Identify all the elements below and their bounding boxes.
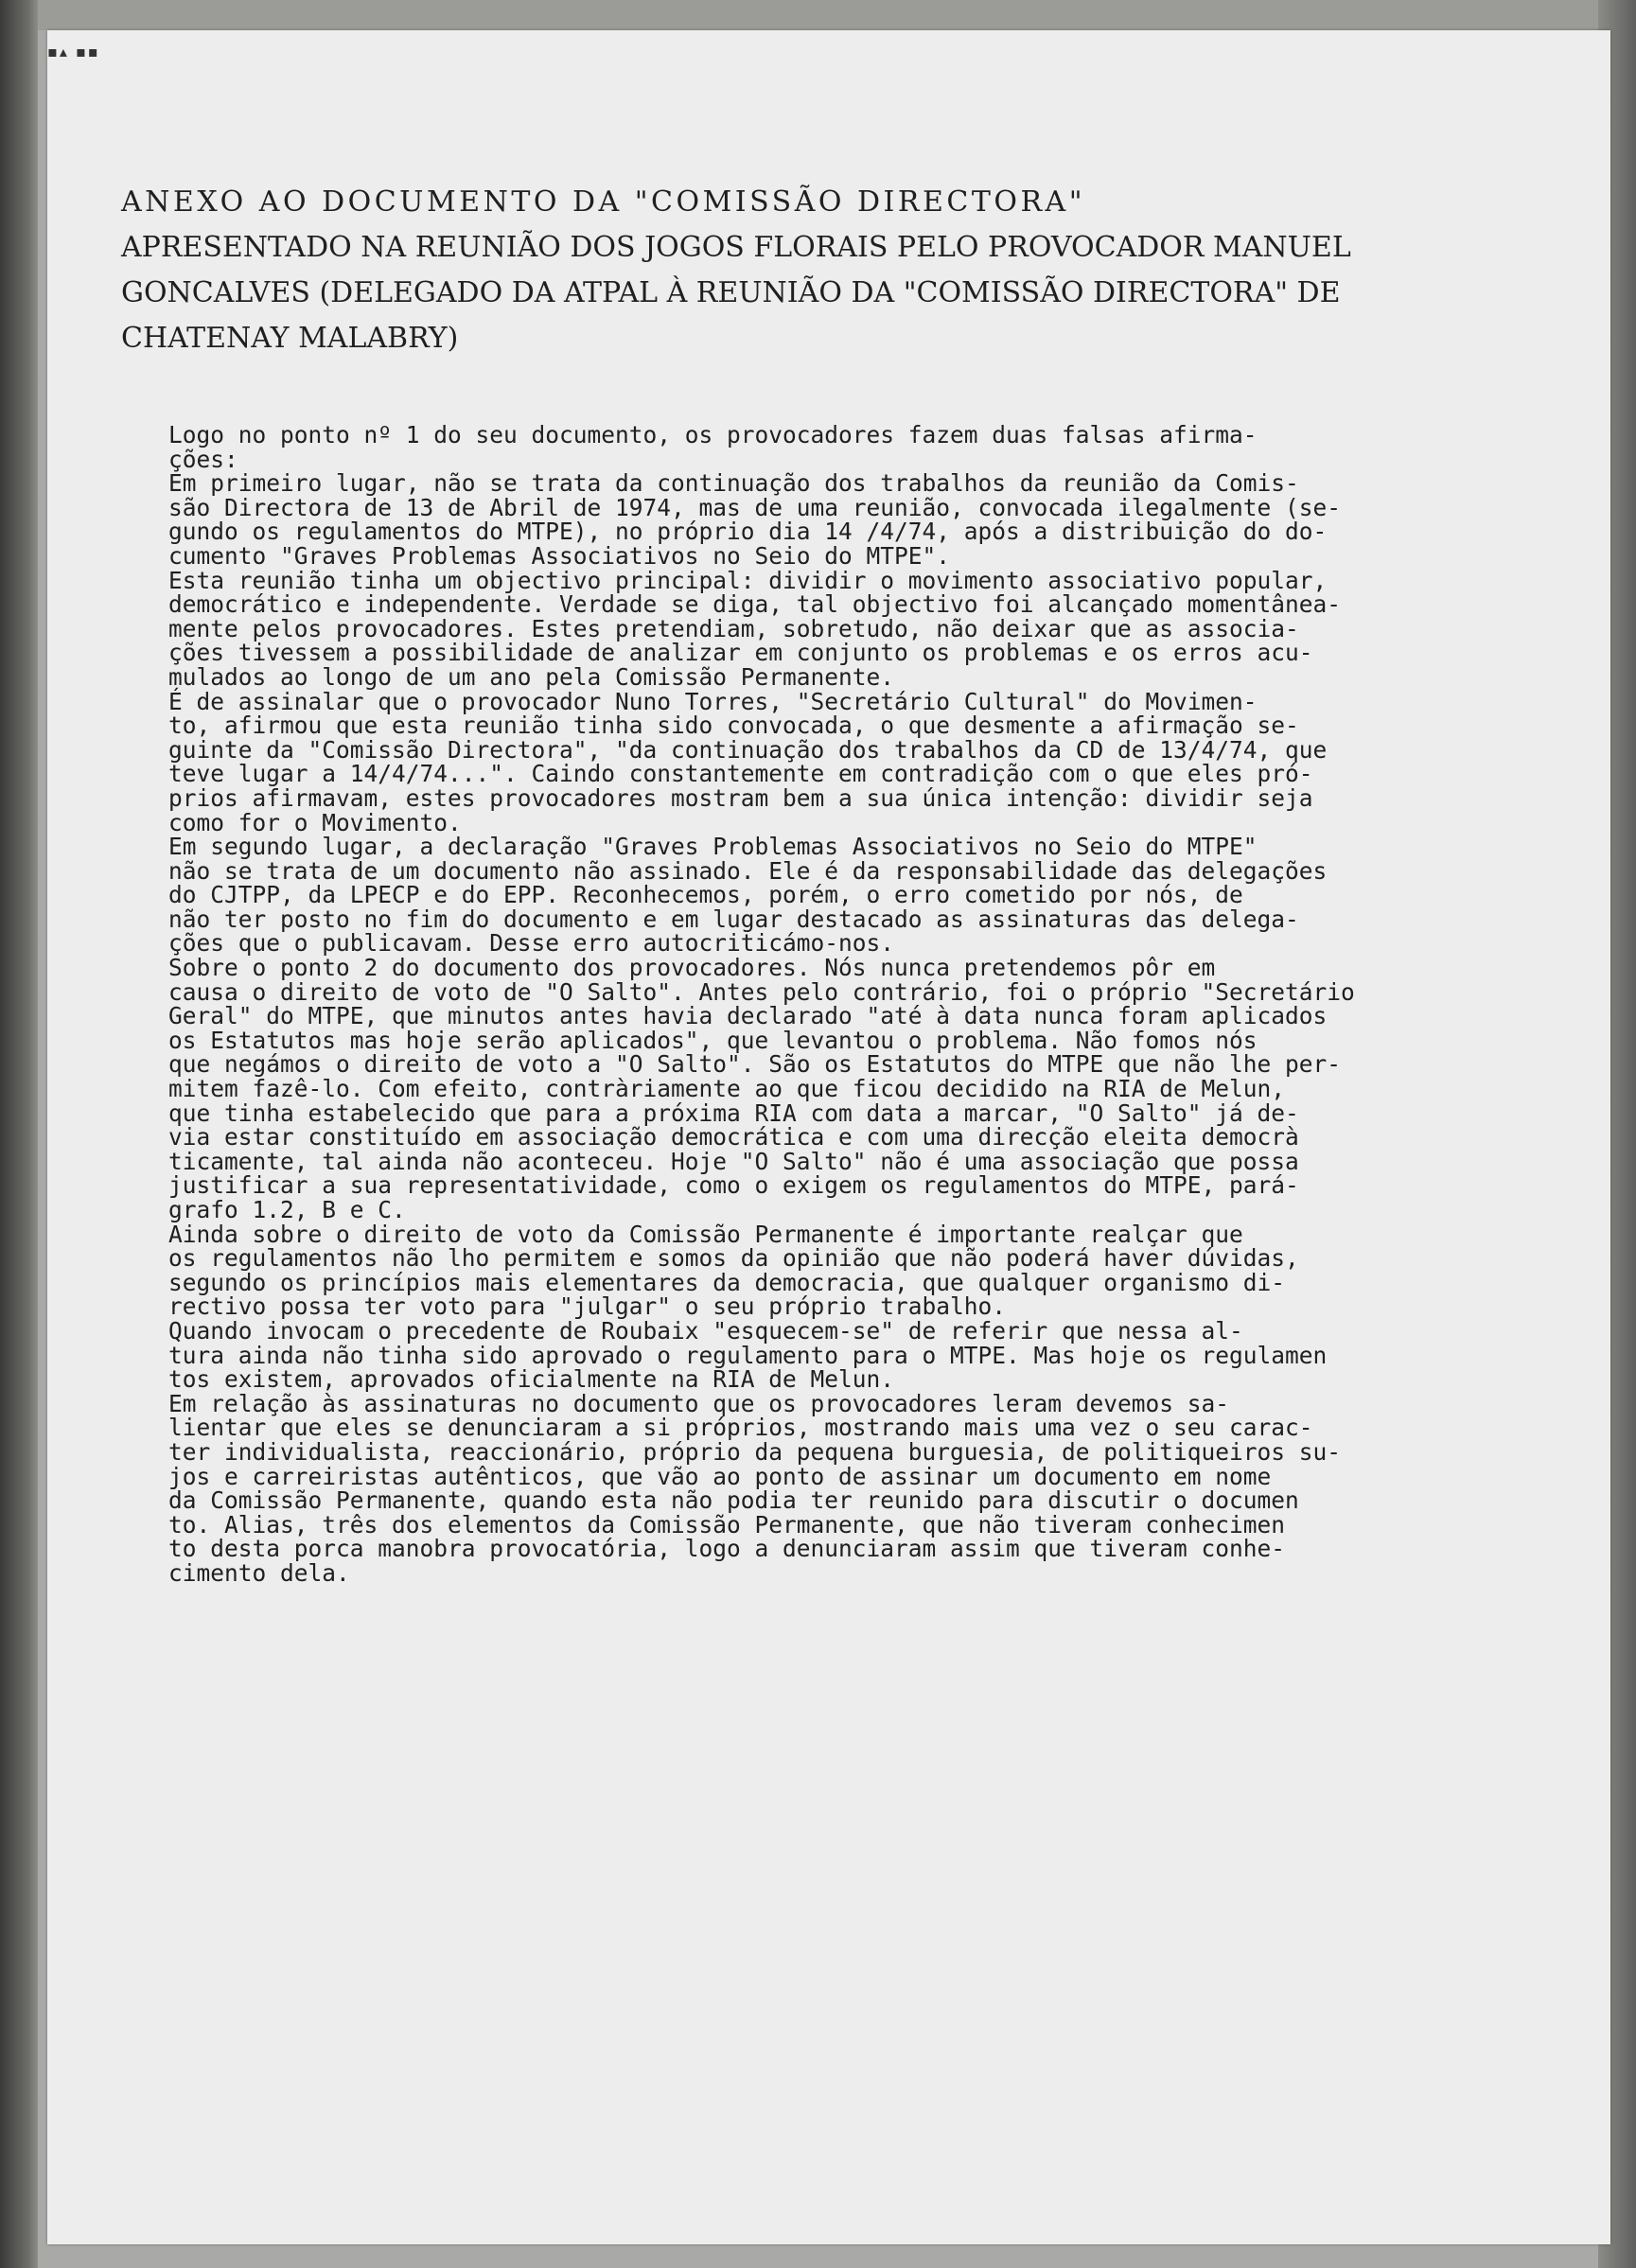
body-text-line: Em segundo lugar, a declaração "Graves Problemas Associativos no Seio do MTPE" bbox=[168, 833, 1258, 861]
body-text-line: do CJTPP, da LPECP e do EPP. Reconhecemos, porém, o erro cometido por nós, de bbox=[168, 881, 1243, 909]
scan-gutter-left bbox=[0, 0, 38, 2268]
body-text-line: Quando invocam o precedente de Roubaix "esquecem-se" de referir que nessa al- bbox=[168, 1316, 1243, 1345]
body-text-line: Geral" do MTPE, que minutos antes havia declarado "até à data nunca foram aplicados bbox=[168, 1002, 1328, 1030]
body-text-line: mente pelos provocadores. Estes pretendiam, sobretudo, não deixar que as associa- bbox=[168, 614, 1299, 642]
body-text-line: ções tivessem a possibilidade de analizar em conjunto os problemas e os erros acu- bbox=[168, 639, 1313, 667]
document-title bbox=[121, 180, 1503, 361]
body-text-line: Esta reunião tinha um objectivo principal: dividir o movimento associativo popular, bbox=[168, 566, 1328, 594]
body-text-line: tura ainda não tinha sido aprovado o regulamento para o MTPE. Mas hoje os regulamen bbox=[168, 1341, 1328, 1369]
body-text-line: jos e carreiristas autênticos, que vão ao ponto de assinar um documento em nome bbox=[168, 1462, 1272, 1490]
title-line: CHATENAY MALABRY) bbox=[121, 322, 459, 355]
body-text-line: ter individualista, reaccionário, próprio da pequena burguesia, de politiqueiros su- bbox=[168, 1437, 1342, 1466]
title-line: ANEXO AO DOCUMENTO DA "COMISSÃO DIRECTORA" bbox=[121, 185, 1086, 219]
document-body bbox=[168, 423, 1522, 1586]
body-text-line: Em relação às assinaturas no documento que os provocadores leram devemos sa- bbox=[168, 1389, 1230, 1417]
title-line: GONCALVES (DELEGADO DA ATPAL À REUNIÃO DA "COMISSÃO DIRECTORA" DE bbox=[121, 276, 1341, 309]
title-line: APRESENTADO NA REUNIÃO DOS JOGOS FLORAIS PELO PROVOCADOR MANUEL bbox=[121, 231, 1351, 264]
scan-background-top bbox=[0, 0, 1636, 30]
body-text-line: cumento "Graves Problemas Associativos no Seio do MTPE". bbox=[168, 541, 951, 570]
body-text-line: que tinha estabelecido que para a próxima RIA com data a marcar, "O Salto" já de- bbox=[168, 1099, 1299, 1127]
body-text-line: gundo os regulamentos do MTPE), no próprio dia 14 /4/74, após a distribuição do do- bbox=[168, 518, 1328, 546]
body-text-line: ções: bbox=[168, 445, 238, 473]
body-text-line: lientar que eles se denunciaram a si próprios, mostrando mais uma vez o seu carac- bbox=[168, 1414, 1313, 1442]
body-text-line: tos existem, aprovados oficialmente na RIA de Melun. bbox=[168, 1365, 895, 1394]
body-text-line: mitem fazê-lo. Com efeito, contràriamente ao que ficou decidido na RIA de Melun, bbox=[168, 1075, 1286, 1103]
body-text-line: justificar a sua representatividade, como o exigem os regulamentos do MTPE, pará- bbox=[168, 1171, 1299, 1200]
body-text-line: democrático e independente. Verdade se diga, tal objectivo foi alcançado momentânea- bbox=[168, 590, 1342, 619]
body-text-line: causa o direito de voto de "O Salto". Antes pelo contrário, foi o próprio "Secretário bbox=[168, 977, 1355, 1006]
body-text-line: to. Alias, três dos elementos da Comissão Permanente, que não tiveram conhecimen bbox=[168, 1510, 1286, 1538]
body-text-line: que negámos o direito de voto a "O Salto". São os Estatutos do MTPE que não lhe per- bbox=[168, 1050, 1342, 1079]
corner-marks: ▪▴ ▪▪ bbox=[47, 43, 100, 61]
body-text-line: mulados ao longo de um ano pela Comissão Permanente. bbox=[168, 662, 895, 691]
body-text-line: Em primeiro lugar, não se trata da continuação dos trabalhos da reunião da Comis- bbox=[168, 469, 1299, 498]
body-text-line: grafo 1.2, B e C. bbox=[168, 1196, 406, 1223]
body-text-line: não ter posto no fim do documento e em lugar destacado as assinaturas das delega- bbox=[168, 905, 1299, 933]
body-text-line: to desta porca manobra provocatória, logo a denunciaram assim que tiveram conhe- bbox=[168, 1535, 1286, 1563]
body-text-line: ticamente, tal ainda não aconteceu. Hoje "O Salto" não é uma associação que possa bbox=[168, 1147, 1299, 1175]
body-text-line: os Estatutos mas hoje serão aplicados", que levantou o problema. Não fomos nós bbox=[168, 1026, 1258, 1054]
body-text-line: não se trata de um documento não assinado. Ele é da responsabilidade das delegações bbox=[168, 856, 1328, 885]
body-text-line: prios afirmavam, estes provocadores mostram bem a sua única intenção: dividir seja bbox=[168, 783, 1313, 812]
body-text-line: da Comissão Permanente, quando esta não podia ter reunido para discutir o documen bbox=[168, 1486, 1299, 1515]
body-text-line: Logo no ponto nº 1 do seu documento, os provocadores fazem duas falsas afirma- bbox=[168, 421, 1258, 448]
body-text-line: teve lugar a 14/4/74...". Caindo constantemente em contradição com o que eles pró- bbox=[168, 760, 1313, 788]
body-text-line: como for o Movimento. bbox=[168, 808, 462, 836]
body-text-line: ções que o publicavam. Desse erro autocriticámo-nos. bbox=[168, 929, 895, 958]
body-text-line: Ainda sobre o direito de voto da Comissão Permanente é importante realçar que bbox=[168, 1220, 1243, 1248]
body-text-line: segundo os princípios mais elementares da democracia, que qualquer organismo di- bbox=[168, 1268, 1286, 1296]
body-text-line: Sobre o ponto 2 do documento dos provocadores. Nós nunca pretendemos pôr em bbox=[168, 954, 1216, 982]
body-text-line: os regulamentos não lho permitem e somos da opinião que não poderá haver dúvidas, bbox=[168, 1244, 1299, 1273]
body-text-line: via estar constituído em associação democrática e com uma direcção eleita democrà bbox=[168, 1123, 1299, 1152]
body-text-line: rectivo possa ter voto para "julgar" o seu próprio trabalho. bbox=[168, 1292, 1007, 1321]
body-text-line: guinte da "Comissão Directora", "da continuação dos trabalhos da CD de 13/4/74, que bbox=[168, 735, 1328, 764]
body-text-line: É de assinalar que o provocador Nuno Torres, "Secretário Cultural" do Movimen- bbox=[168, 687, 1258, 715]
body-text-line: são Directora de 13 de Abril de 1974, mas de uma reunião, convocada ilegalmente (se- bbox=[168, 493, 1342, 521]
body-text-line: to, afirmou que esta reunião tinha sido convocada, o que desmente a afirmação se- bbox=[168, 712, 1299, 740]
body-text-line: cimento dela. bbox=[168, 1558, 350, 1587]
